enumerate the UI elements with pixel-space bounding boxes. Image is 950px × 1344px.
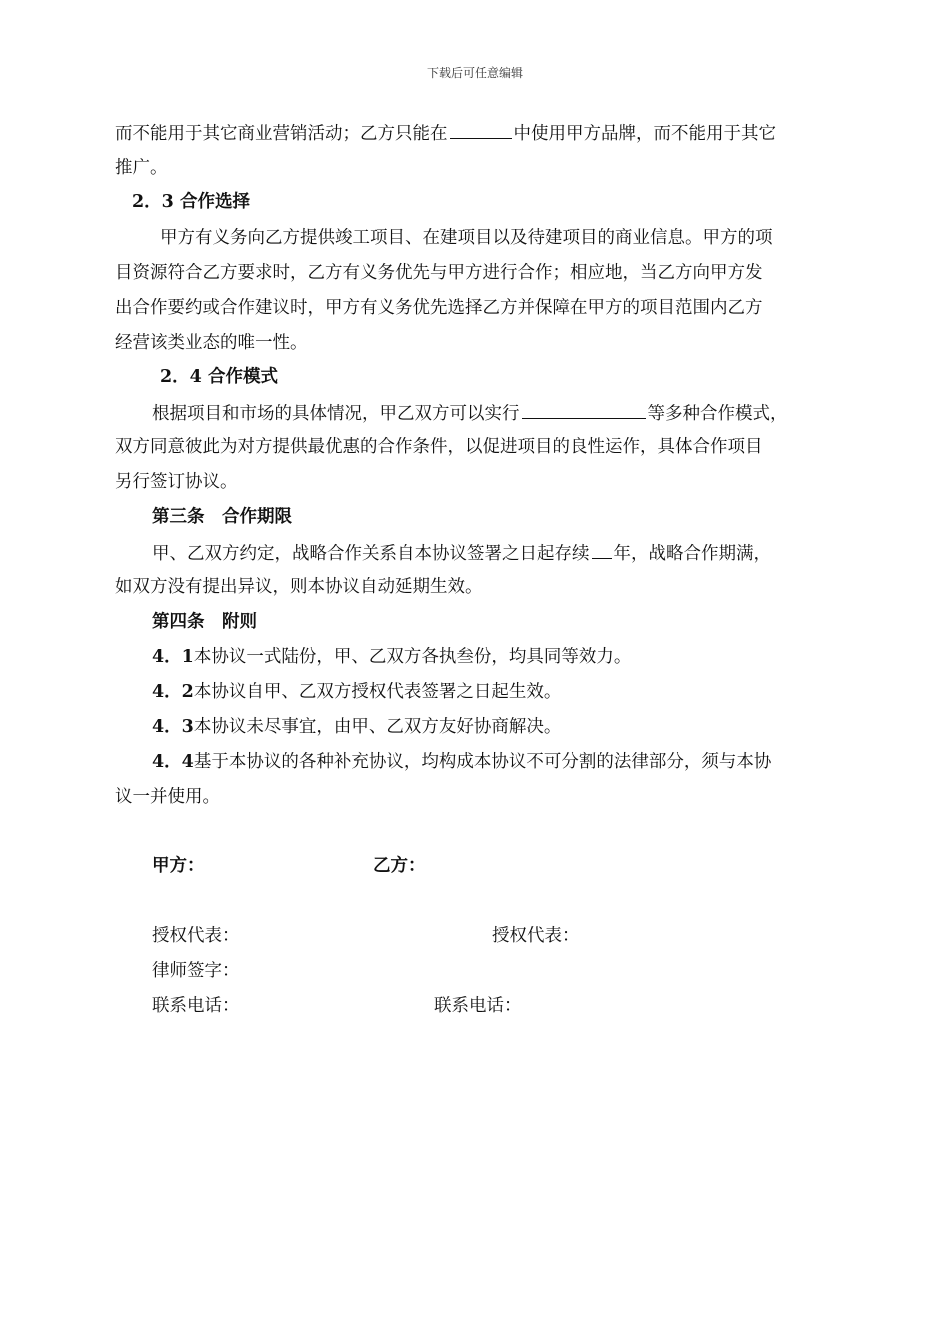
clause-text: 本协议未尽事宜，由甲、乙双方友好协商解决。 [193,717,562,737]
phone-a-label: 联系电话： [152,996,240,1016]
paragraph-line: 经营该类业态的唯一性。 [115,333,308,353]
clause-4-3 [152,715,561,739]
paragraph-line [115,120,776,146]
party-a-label: 甲方： [152,856,205,876]
clause-4-2 [152,680,561,704]
paragraph-line [152,540,771,566]
auth-rep-b-label: 授权代表： [492,926,580,946]
clause-text: 本协议一式陆份，甲、乙双方各执叁份，均具同等效力。 [193,647,632,667]
section-heading-2-4: 2．4 合作模式 [160,367,278,387]
clause-number: 4．3 [152,717,194,737]
paragraph-line: 另行签订协议。 [115,472,238,492]
paragraph-line: 双方同意彼此为对方提供最优惠的合作条件，以促进项目的良性运作，具体合作项目 [115,437,763,457]
text-segment: 根据项目和市场的具体情况，甲乙双方可以实行 [152,404,520,424]
clause-text: 本协议自甲、乙双方授权代表签署之日起生效。 [193,682,562,702]
paragraph-line: 议一并使用。 [115,787,220,807]
blank-field [450,120,512,139]
paragraph-line: 出合作要约或合作建议时，甲方有义务优先选择乙方并保障在甲方的项目范围内乙方 [115,298,763,318]
clause-4-4 [152,750,771,774]
text-segment: 而不能用于其它商业营销活动；乙方只能在 [115,124,448,144]
clause-number: 4．4 [152,752,194,772]
text-segment: 等多种合作模式， [647,404,788,424]
text-segment: 甲、乙双方约定，战略合作关系自本协议签署之日起存续 [152,544,590,564]
article-3-heading: 第三条 合作期限 [152,507,292,527]
clause-text: 基于本协议的各种补充协议，均构成本协议不可分割的法律部分，须与本协 [193,752,772,772]
page-header-note: 下载后可任意编辑 [426,66,523,80]
text-segment: 中使用甲方品牌，而不能用于其它 [513,124,776,144]
party-b-label: 乙方： [373,856,426,876]
paragraph-line: 如双方没有提出异议，则本协议自动延期生效。 [115,577,483,597]
paragraph-line: 甲方有义务向乙方提供竣工项目、在建项目以及待建项目的商业信息。甲方的项 [160,228,773,248]
phone-b-label: 联系电话： [434,996,522,1016]
section-heading-2-3: 2．3 合作选择 [132,192,250,212]
paragraph-line: 目资源符合乙方要求时，乙方有义务优先与甲方进行合作；相应地，当乙方向甲方发 [115,263,763,283]
article-4-heading: 第四条 附则 [152,612,257,632]
clause-number: 4．1 [152,647,194,667]
clause-number: 4．2 [152,682,194,702]
text-segment: 年，战略合作期满， [613,544,771,564]
blank-field [592,540,612,559]
blank-field [522,400,646,419]
paragraph-line: 推广。 [115,158,168,178]
lawyer-sign-label: 律师签字： [152,961,240,981]
paragraph-line [152,400,788,426]
clause-4-1 [152,645,631,669]
auth-rep-a-label: 授权代表： [152,926,240,946]
